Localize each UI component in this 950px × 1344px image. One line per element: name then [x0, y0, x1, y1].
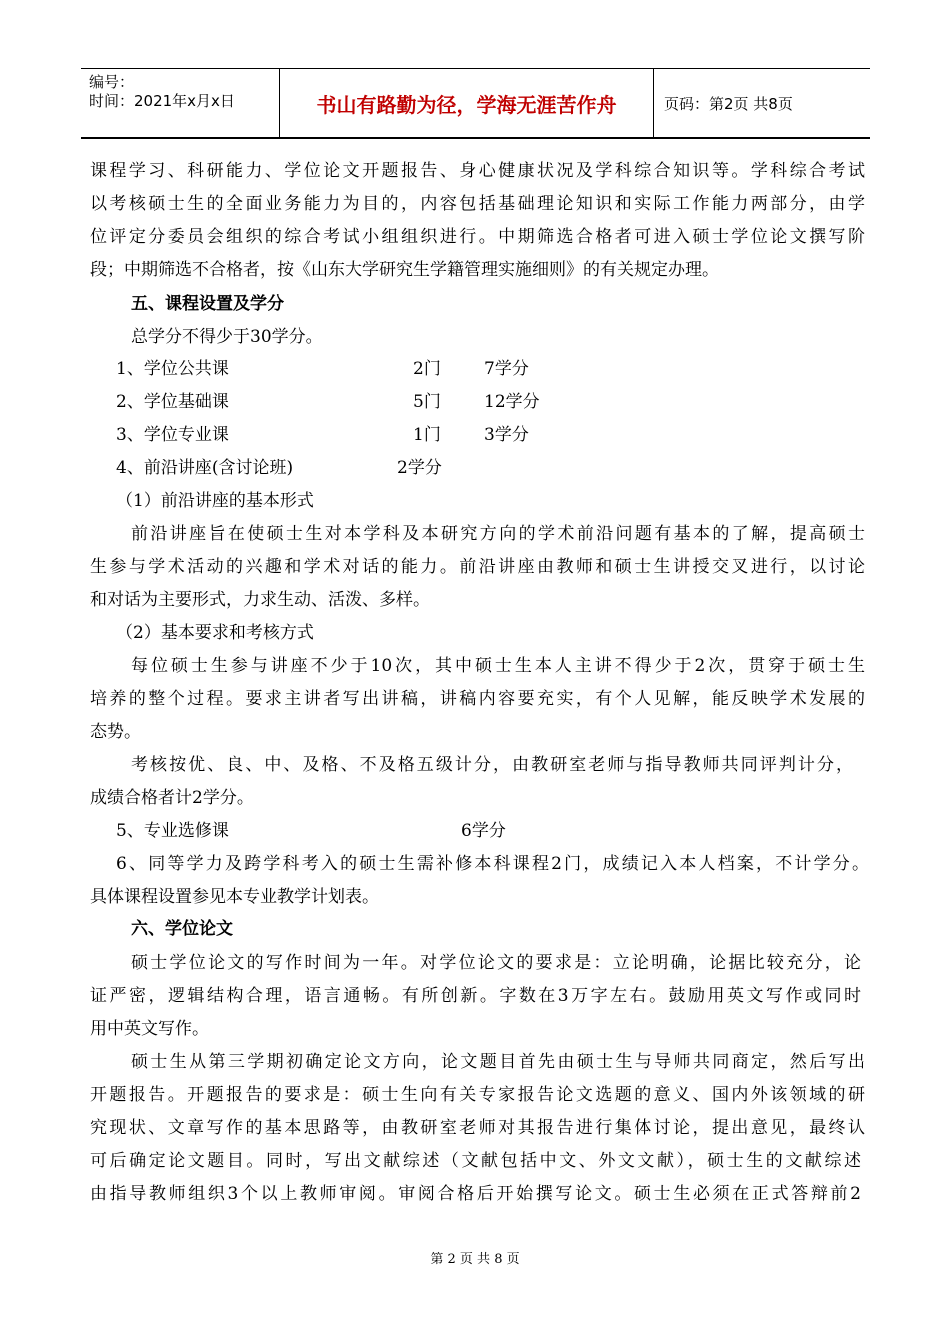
course-count: 5门	[413, 392, 441, 412]
paragraph-line: 6、同等学力及跨学科考入的硕士生需补修本科课程2门，成绩记入本人档案，不计学分。	[116, 854, 869, 874]
course-count: 1门	[413, 425, 441, 445]
paragraph-line: 成绩合格者计2学分。	[90, 788, 254, 808]
paragraph-line: 具体课程设置参见本专业教学计划表。	[90, 887, 379, 907]
header-left-cell	[81, 69, 280, 137]
paragraph-line: 考核按优、良、中、及格、不及格五级计分，由教研室老师与指导教师共同评判计分，	[131, 755, 853, 775]
paragraph-line: 硕士学位论文的写作时间为一年。对学位论文的要求是：立论明确，论据比较充分，论	[131, 953, 861, 973]
section-heading: 五、课程设置及学分	[131, 294, 284, 314]
subsection-heading: （1）前沿讲座的基本形式	[116, 491, 314, 511]
course-credits: 6学分	[461, 821, 506, 841]
paragraph-line: 段；中期筛选不合格者，按《山东大学研究生学籍管理实施细则》的有关规定办理。	[90, 260, 719, 280]
paragraph-line: 课程学习、科研能力、学位论文开题报告、身心健康状况及学科综合知识等。学科综合考试	[90, 161, 865, 181]
course-name: 3、学位专业课	[116, 425, 229, 445]
header-motto: 书山有路勤为径，学海无涯苦作舟	[280, 69, 654, 137]
paragraph-line: 态势。	[90, 722, 141, 742]
course-name: 2、学位基础课	[116, 392, 229, 412]
page-footer: 第 2 页 共 8 页	[430, 1252, 520, 1267]
paragraph-line: 和对话为主要形式，力求生动、活泼、多样。	[90, 590, 430, 610]
number-label: 编号：	[89, 73, 135, 91]
paragraph-line: 前沿讲座旨在使硕士生对本学科及本研究方向的学术前沿问题有基本的了解，提高硕士	[131, 524, 865, 544]
paragraph-line: 以考核硕士生的全面业务能力为目的，内容包括基础理论知识和实际工作能力两部分，由学	[90, 194, 865, 214]
paragraph-line: 位评定分委员会组织的综合考试小组组织进行。中期筛选合格者可进入硕士学位论文撰写阶	[90, 227, 865, 247]
subsection-heading: （2）基本要求和考核方式	[116, 623, 314, 643]
course-credits: 2学分	[397, 458, 442, 478]
paragraph-line: 证严密，逻辑结构合理，语言通畅。有所创新。字数在3万字左右。鼓励用英文写作或同时	[90, 986, 861, 1006]
course-name: 5、专业选修课	[116, 821, 229, 841]
paragraph-line: 总学分不得少于30学分。	[131, 327, 323, 347]
course-name: 4、前沿讲座(含讨论班)	[116, 458, 294, 478]
paragraph-line: 开题报告。开题报告的要求是：硕士生向有关专家报告论文选题的意义、国内外该领域的研	[90, 1085, 865, 1105]
header-right-cell	[654, 69, 870, 137]
course-credits: 3学分	[484, 425, 529, 445]
course-name: 1、学位公共课	[116, 359, 229, 379]
course-credits: 7学分	[484, 359, 529, 379]
date-label: 时间：2021年x月x日	[89, 92, 235, 110]
paragraph-line: 可后确定论文题目。同时，写出文献综述（文献包括中文、外文文献），硕士生的文献综述	[90, 1151, 861, 1171]
section-heading: 六、学位论文	[131, 919, 233, 939]
page-number-label: 页码：第2页 共8页	[664, 94, 793, 113]
paragraph-line: 每位硕士生参与讲座不少于10次，其中硕士生本人主讲不得少于2次，贯穿于硕士生	[131, 656, 865, 676]
paragraph-line: 究现状、文章写作的基本思路等，由教研室老师对其报告进行集体讨论，提出意见，最终认	[90, 1118, 865, 1138]
page-header	[81, 68, 870, 139]
paragraph-line: 培养的整个过程。要求主讲者写出讲稿，讲稿内容要充实，有个人见解，能反映学术发展的	[90, 689, 865, 709]
paragraph-line: 用中英文写作。	[90, 1019, 209, 1039]
course-count: 2门	[413, 359, 441, 379]
course-credits: 12学分	[484, 392, 540, 412]
paragraph-line: 生参与学术活动的兴趣和学术对话的能力。前沿讲座由教师和硕士生讲授交叉进行，以讨论	[90, 557, 865, 577]
paragraph-line: 硕士生从第三学期初确定论文方向，论文题目首先由硕士生与导师共同商定，然后写出	[131, 1052, 865, 1072]
paragraph-line: 由指导教师组织3个以上教师审阅。审阅合格后开始撰写论文。硕士生必须在正式答辩前2	[90, 1184, 861, 1204]
